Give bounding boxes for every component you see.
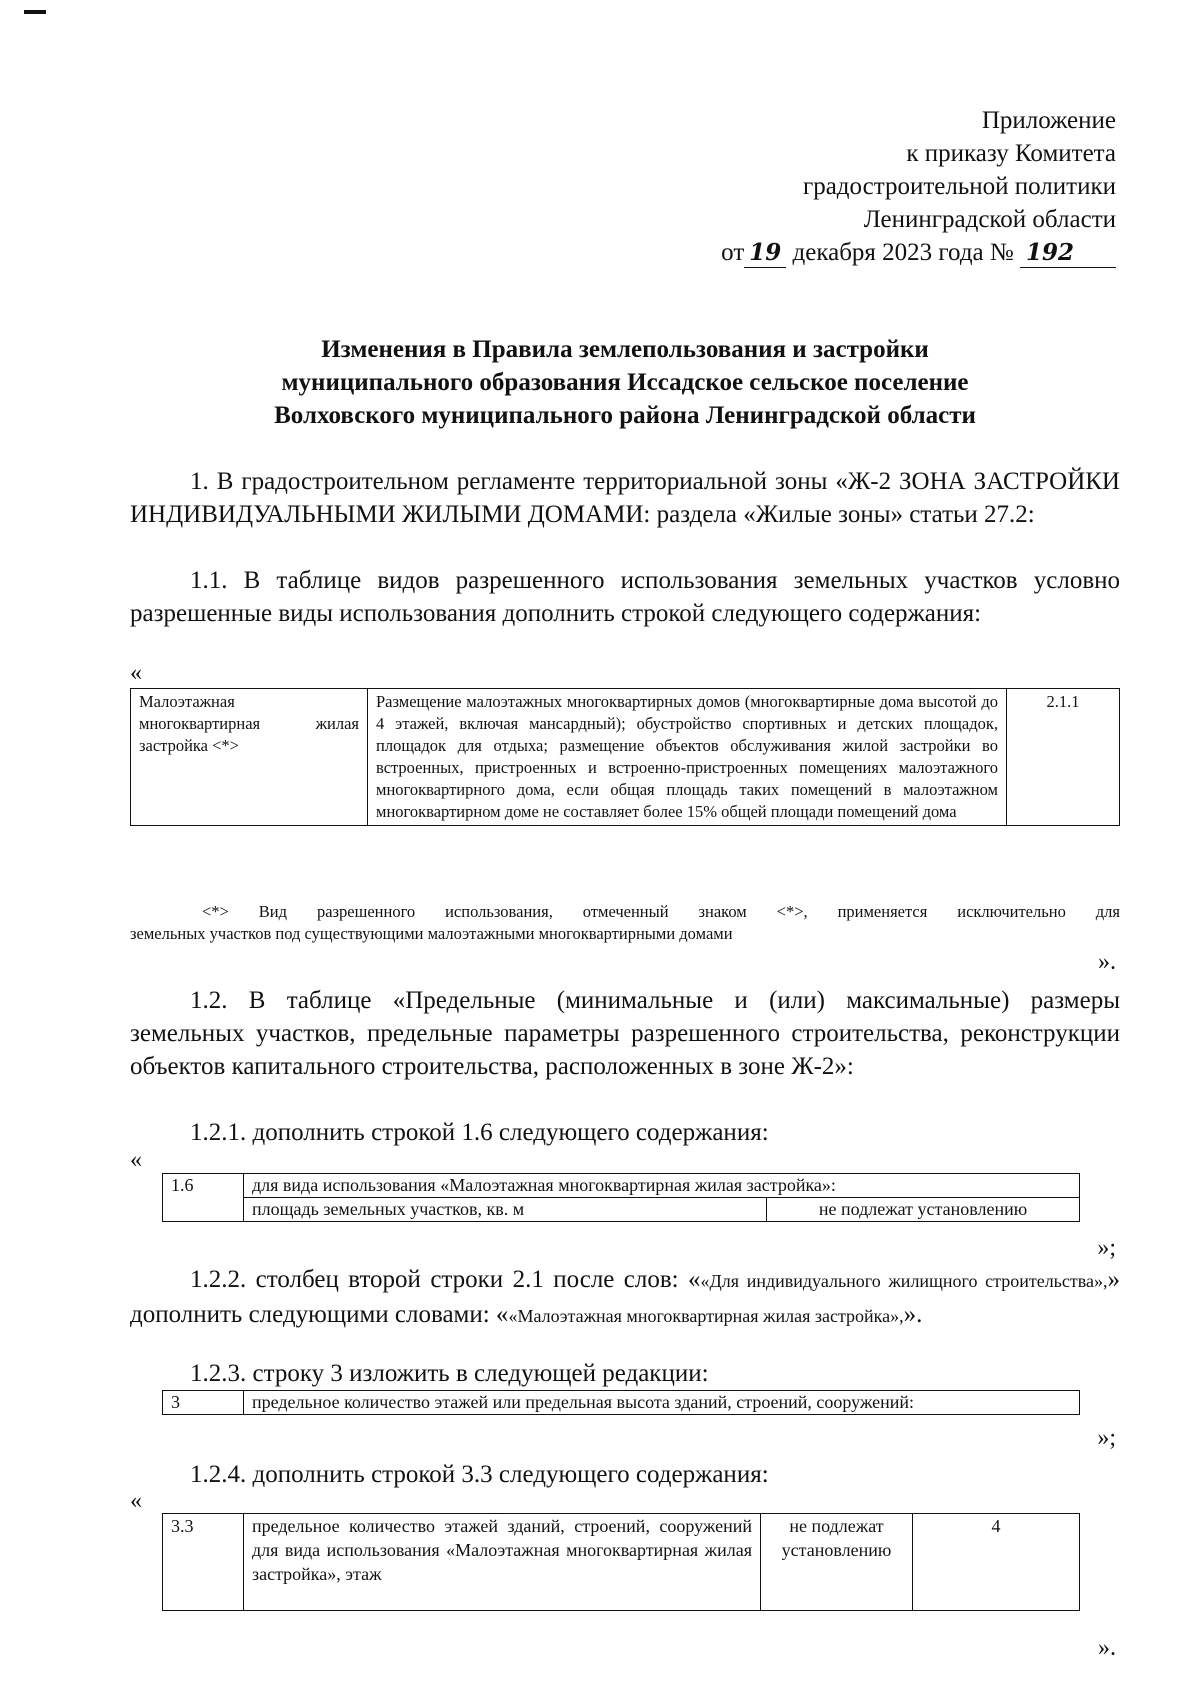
title-line: Волховского муниципального района Ленинградской области	[274, 402, 976, 429]
title-line: муниципального образования Иссадское сельское поселение	[281, 369, 969, 396]
footnote	[130, 901, 1120, 945]
footnote-line: <*> Вид разрешенного использования, отмеченный знаком <*>, применяется исключительно для	[202, 902, 1120, 921]
row-number-cell: 3	[163, 1391, 244, 1415]
appendix-line: к приказу Комитета	[906, 140, 1116, 167]
use-description-cell: Размещение малоэтажных многоквартирных домов (многоквартирные дома высотой до 4 этажей, включая мансардный); обустройство спортивных и детских площадок, площадок для отдыха; размещение объектов обслуживания жилой застройки во встроенных, пристроенных и встроенно-пристроенных помещениях малоэтажного многоквартирного дома, если общая площадь таких помещений в малоэтажном многоквартирном доме не составляет более 15% общей площади помещений дома	[368, 689, 1007, 826]
date-middle: декабря 2023 года №	[792, 239, 1014, 266]
table-row	[163, 1198, 1080, 1222]
row-number-cell: 1.6	[163, 1174, 244, 1222]
max-value-cell: 4	[913, 1514, 1080, 1611]
text-run: ».	[903, 1301, 923, 1328]
appendix-line: Приложение	[981, 107, 1116, 134]
quoted-text-small: «Для индивидуального жилищного строительства»,	[700, 1271, 1108, 1291]
quote-open: «	[130, 1488, 142, 1514]
text-run: 1.2.2. столбец второй строки 2.1 после слов: «	[190, 1266, 701, 1293]
row-number-cell: 3.3	[163, 1514, 244, 1611]
table-row	[163, 1514, 1080, 1611]
handwritten-number: 192	[1020, 239, 1116, 268]
limits-row-1-6-table	[162, 1173, 1080, 1222]
paragraph-1-2-2	[130, 1263, 1120, 1333]
paragraph-1-2: 1.2. В таблице «Предельные (минимальные и (или) максимальные) размеры земельных участков, предельные параметры разрешенного строительства, реконструкции объектов капитального строительства, расположенных в зоне Ж-2»:	[130, 987, 1120, 1080]
value-cell: не подлежат установлению	[767, 1198, 1080, 1222]
paragraph-1: 1. В градостроительном регламенте территориальной зоны «Ж-2 ЗОНА ЗАСТРОЙКИ ИНДИВИДУАЛЬНЫМИ ЖИЛЫМИ ДОМАМИ: раздела «Жилые зоны» статьи 27.2:	[130, 468, 1120, 528]
quote-close: ».	[1098, 949, 1116, 975]
text-run: » дополнить следующими словами: «	[130, 1266, 1120, 1328]
limits-row-3-3-table	[162, 1513, 1080, 1611]
table-row	[131, 689, 1120, 826]
quote-close: »;	[1097, 1235, 1116, 1261]
limits-row-3-table	[162, 1390, 1080, 1415]
row-text-cell: предельное количество этажей зданий, строений, сооружений для вида использования «Малоэтажная многоквартирная жилая застройка», этаж	[244, 1514, 761, 1611]
appendix-line: градостроительной политики	[802, 173, 1116, 200]
paragraph-1-2-4: 1.2.4. дополнить строкой 3.3 следующего содержания:	[190, 1461, 769, 1488]
table-row	[163, 1391, 1080, 1415]
scan-artifact	[24, 10, 46, 14]
quote-close: »;	[1097, 1425, 1116, 1451]
appendix-date-line	[721, 236, 1116, 269]
title-line: Изменения в Правила землепользования и застройки	[321, 336, 929, 363]
quote-open: «	[130, 1147, 142, 1173]
appendix-header	[721, 104, 1116, 269]
appendix-line: Ленинградской области	[863, 206, 1116, 233]
table-row	[163, 1174, 1080, 1198]
paragraph-1-2-1: 1.2.1. дополнить строкой 1.6 следующего содержания:	[190, 1119, 769, 1146]
row-header-cell: для вида использования «Малоэтажная многоквартирная жилая застройка»:	[244, 1174, 1080, 1198]
footnote-line: земельных участков под существующими малоэтажными многоквартирными домами	[130, 924, 733, 943]
quoted-text-small: «Малоэтажная многоквартирная жилая застройка»,	[508, 1306, 904, 1326]
date-prefix: от	[721, 239, 745, 266]
quote-close: ».	[1098, 1635, 1116, 1661]
param-cell: площадь земельных участков, кв. м	[244, 1198, 767, 1222]
handwritten-day: 19	[744, 239, 786, 268]
paragraph-1-1: 1.1. В таблице видов разрешенного использования земельных участков условно разрешенные виды использования дополнить строкой следующего содержания:	[130, 567, 1120, 627]
document-title	[130, 333, 1120, 432]
row-text-cell: предельное количество этажей или предельная высота зданий, строений, сооружений:	[244, 1391, 1080, 1415]
use-name-cell: Малоэтажная многоквартирная жилая застройка <*>	[131, 689, 368, 826]
permitted-use-table	[130, 688, 1120, 826]
quote-open: «	[130, 660, 142, 686]
paragraph-1-2-3: 1.2.3. строку 3 изложить в следующей редакции:	[190, 1360, 709, 1387]
min-value-cell: не подлежат установлению	[761, 1514, 913, 1611]
use-code-cell: 2.1.1	[1007, 689, 1120, 826]
